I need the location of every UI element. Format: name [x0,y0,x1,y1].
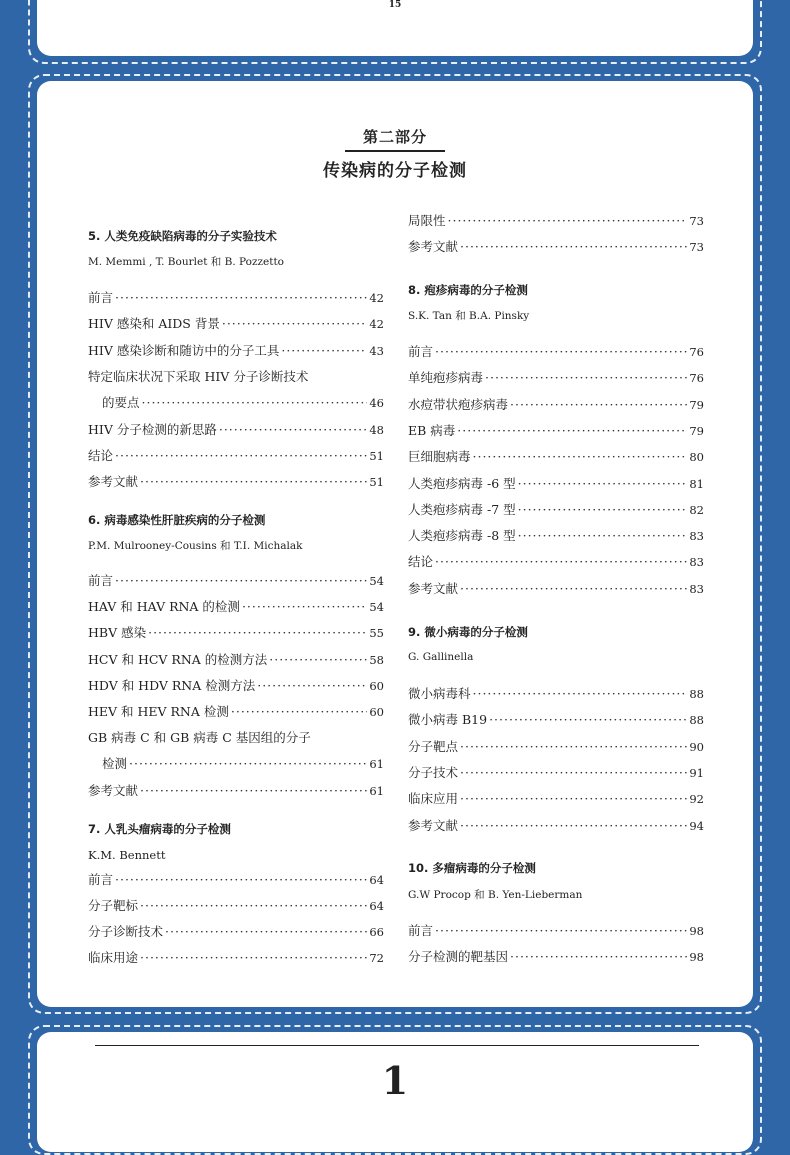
toc-entry-page: 66 [369,925,384,939]
toc-entry-label: HIV 分子检测的新思路 [88,421,217,437]
toc-entry-label: 前言 [88,573,114,588]
part-title: 传染病的分子检测 [323,161,467,181]
toc-entry-page: 61 [369,783,384,798]
chapter-6-authors: P.M. Mulrooney-Cousins 和 T.I. Michalak [88,540,303,552]
toc-leader-dots [140,474,367,490]
toc-entry-page: 83 [689,581,704,596]
toc-entry-page: 88 [689,687,704,701]
toc-entry-page: 46 [369,396,384,411]
toc-entry-page: 98 [689,924,704,938]
toc-leader-dots [140,950,367,966]
toc-entry-label: HCV 和 HCV RNA 的检测方法 [88,651,268,667]
toc-entry[interactable] [408,449,704,465]
toc-entry[interactable] [88,872,384,888]
top-page-number: 15 [388,0,402,10]
toc-entry[interactable] [408,765,704,781]
toc-entry[interactable] [408,476,704,492]
part-label: 第二部分 [345,126,445,152]
toc-entry-page: 60 [369,705,384,719]
toc-entry-label: 前言 [88,872,114,887]
toc-leader-dots [140,898,367,914]
chapter-8-authors: S.K. Tan 和 B.A. Pinsky [408,310,530,322]
toc-entry[interactable] [88,448,384,464]
toc-entry-page: 79 [689,423,704,438]
toc-entry-page: 90 [689,739,704,754]
toc-entry-label: EB 病毒 [408,422,456,438]
toc-entry[interactable] [408,923,704,939]
toc-entry[interactable] [88,704,384,720]
toc-entry-label: 结论 [408,554,434,570]
toc-entry-page: 51 [369,475,384,490]
toc-entry-page: 60 [369,678,384,693]
bottom-page-number: 1 [381,1058,409,1103]
toc-entry-label: HAV 和 HAV RNA 的检测 [88,599,240,615]
toc-entry-page: 76 [689,371,704,386]
toc-entry[interactable] [408,502,704,518]
toc-entry-page: 51 [369,448,384,463]
toc-leader-dots [281,343,367,359]
toc-entry-label: 分子靶点 [408,738,459,754]
toc-leader-dots [269,652,367,668]
toc-entry-label: 局限性 [408,213,446,228]
toc-entry-page: 83 [689,555,704,570]
toc-leader-dots [115,290,367,306]
toc-leader-dots [460,818,687,834]
toc-entry-page: 48 [369,422,384,437]
toc-entry-page: 83 [689,529,704,544]
toc-entry-page: 43 [369,343,384,358]
toc-leader-dots [115,872,367,888]
toc-entry-page: 54 [369,574,384,588]
toc-entry-label: 水痘带状疱疹病毒 [408,396,509,412]
toc-entry-label: 人类疱疹病毒 -6 型 [408,475,516,491]
toc-entry[interactable] [88,599,384,615]
toc-entry-label: 单纯疱疹病毒 [408,370,484,386]
toc-entry-page: 80 [689,450,704,465]
toc-entry-label: 结论 [88,447,114,463]
toc-leader-dots [518,528,688,544]
toc-leader-dots [222,316,368,332]
toc-leader-dots [115,448,367,464]
toc-leader-dots [435,923,687,939]
toc-entry[interactable] [408,686,704,702]
toc-entry-page: 91 [689,765,704,780]
toc-entry[interactable] [88,652,384,668]
toc-entry[interactable] [88,678,384,694]
toc-entry-page: 72 [369,951,384,965]
toc-entry-page: 73 [689,240,704,254]
toc-entry[interactable] [88,573,384,589]
toc-entry[interactable] [408,791,704,807]
toc-entry[interactable] [408,239,704,255]
chapter-9-authors: G. Gallinella [408,651,474,663]
toc-entry[interactable] [408,397,704,413]
toc-leader-dots [485,370,687,386]
toc-entry-label: 微小病毒科 [408,686,471,701]
toc-entry-label: 微小病毒 B19 [408,712,488,728]
part-heading [0,126,790,181]
toc-entry-page: 79 [689,397,704,412]
chapter-9-title: 9. 微小病毒的分子检测 [408,625,528,639]
toc-entry-page: 55 [369,626,384,641]
toc-leader-dots [435,344,687,360]
toc-entry-label: 临床用途 [88,950,139,965]
toc-leader-dots [129,756,367,772]
chapter-6-title: 6. 病毒感染性肝脏疾病的分子检测 [88,513,266,527]
toc-entry-label: 人类疱疹病毒 -8 型 [408,528,516,544]
chapter-7-title: 7. 人乳头瘤病毒的分子检测 [88,822,231,836]
toc-entry-label: 参考文献 [408,239,459,254]
toc-entry-label: 参考文献 [88,782,139,798]
toc-entry-page: 42 [369,291,384,305]
toc-entry[interactable] [88,474,384,490]
toc-entry-page: 58 [369,652,384,667]
chapter-8-title: 8. 疱疹病毒的分子检测 [408,283,528,297]
toc-leader-dots [518,476,688,492]
toc-entry[interactable] [408,818,704,834]
toc-entry[interactable] [88,316,384,332]
toc-leader-dots [473,686,688,702]
toc-leader-dots [460,791,687,807]
toc-entry-label: 参考文献 [88,474,139,490]
toc-entry[interactable] [88,756,384,772]
toc-entry-page: 94 [689,818,704,833]
toc-entry[interactable] [408,739,704,755]
toc-entry[interactable] [88,290,384,306]
chapter-5-authors: M. Memmi , T. Bourlet 和 B. Pozzetto [88,256,284,268]
toc-entry-label: 前言 [408,923,434,938]
toc-entry-page: 76 [689,345,704,359]
toc-entry-label: HBV 感染 [88,625,147,641]
toc-entry-label: 人类疱疹病毒 -7 型 [408,501,516,517]
toc-entry-label: 参考文献 [408,817,459,833]
toc-entry[interactable] [408,528,704,544]
toc-entry-label: HIV 感染诊断和随访中的分子工具 [88,342,280,358]
toc-entry-page: 61 [369,757,384,772]
toc-leader-dots [231,704,367,720]
toc-leader-dots [460,739,687,755]
toc-entry[interactable] [88,783,384,799]
toc-leader-dots [448,213,688,229]
toc-entry-page: 88 [689,713,704,728]
toc-entry-label: 前言 [88,290,114,305]
toc-entry-page: 81 [689,476,704,491]
toc-leader-dots [457,423,687,439]
toc-entry-label: 特定临床状况下采取 HIV 分子诊断技术 [88,368,309,384]
toc-entry-label: 分子技术 [408,764,459,780]
toc-leader-dots [460,581,687,597]
toc-entry-label: GB 病毒 C 和 GB 病毒 C 基因组的分子 [88,730,311,746]
toc-leader-dots [473,449,688,465]
toc-entry-label: 参考文献 [408,580,459,596]
toc-entry[interactable] [88,924,384,940]
toc-entry[interactable] [408,344,704,360]
chapter-7-authors: K.M. Bennett [88,848,166,862]
toc-leader-dots [489,712,687,728]
toc-entry-label: 分子靶标 [88,898,139,913]
toc-entry-label: 分子检测的靶基因 [408,949,509,964]
bottom-divider [95,1045,699,1046]
toc-entry[interactable] [88,625,384,641]
toc-leader-dots [435,554,687,570]
toc-entry-label: 分子诊断技术 [88,924,164,939]
toc-leader-dots [165,924,367,940]
toc-entry-label: HEV 和 HEV RNA 检测 [88,704,229,719]
chapter-10-authors: G.W Procop 和 B. Yen-Lieberman [408,889,583,901]
toc-leader-dots [518,502,688,518]
toc-entry-label: 检测 [102,756,128,772]
toc-leader-dots [219,422,368,438]
toc-entry-label: 临床应用 [408,791,459,807]
toc-leader-dots [142,395,368,411]
toc-entry[interactable] [408,423,704,439]
toc-entry-label: 的要点 [102,395,140,411]
toc-entry[interactable] [408,370,704,386]
toc-leader-dots [140,783,367,799]
chapter-5-title: 5. 人类免疫缺陷病毒的分子实验技术 [88,229,277,243]
toc-leader-dots [148,625,367,641]
toc-entry[interactable] [88,422,384,438]
toc-entry[interactable] [408,213,704,229]
toc-entry-page: 54 [369,600,384,615]
toc-entry-label: HIV 感染和 AIDS 背景 [88,316,220,332]
toc-entry[interactable] [408,581,704,597]
toc-leader-dots [242,599,367,615]
toc-entry-page: 42 [369,317,384,332]
toc-entry[interactable] [408,712,704,728]
toc-leader-dots [510,397,687,413]
toc-entry-page: 64 [369,899,384,913]
toc-entry[interactable] [408,554,704,570]
toc-entry[interactable] [88,950,384,966]
toc-leader-dots [460,239,687,255]
toc-entry[interactable] [88,343,384,359]
toc-leader-dots [460,765,687,781]
toc-entry[interactable] [88,898,384,914]
chapter-10-title: 10. 多瘤病毒的分子检测 [408,861,536,875]
toc-entry-label: 巨细胞病毒 [408,449,471,465]
toc-entry-page: 82 [689,502,704,517]
toc-entry-label: 前言 [408,344,434,359]
toc-leader-dots [257,678,367,694]
toc-entry[interactable] [88,395,384,411]
toc-entry[interactable] [408,949,704,965]
toc-entry-label: HDV 和 HDV RNA 检测方法 [88,677,256,693]
toc-leader-dots [115,573,367,589]
toc-entry-page: 64 [369,873,384,887]
toc-entry-page: 98 [689,950,704,964]
toc-entry[interactable] [88,369,384,385]
toc-entry[interactable] [88,730,384,746]
toc-entry-page: 92 [689,792,704,807]
toc-entry-page: 73 [689,214,704,228]
toc-leader-dots [510,949,687,965]
